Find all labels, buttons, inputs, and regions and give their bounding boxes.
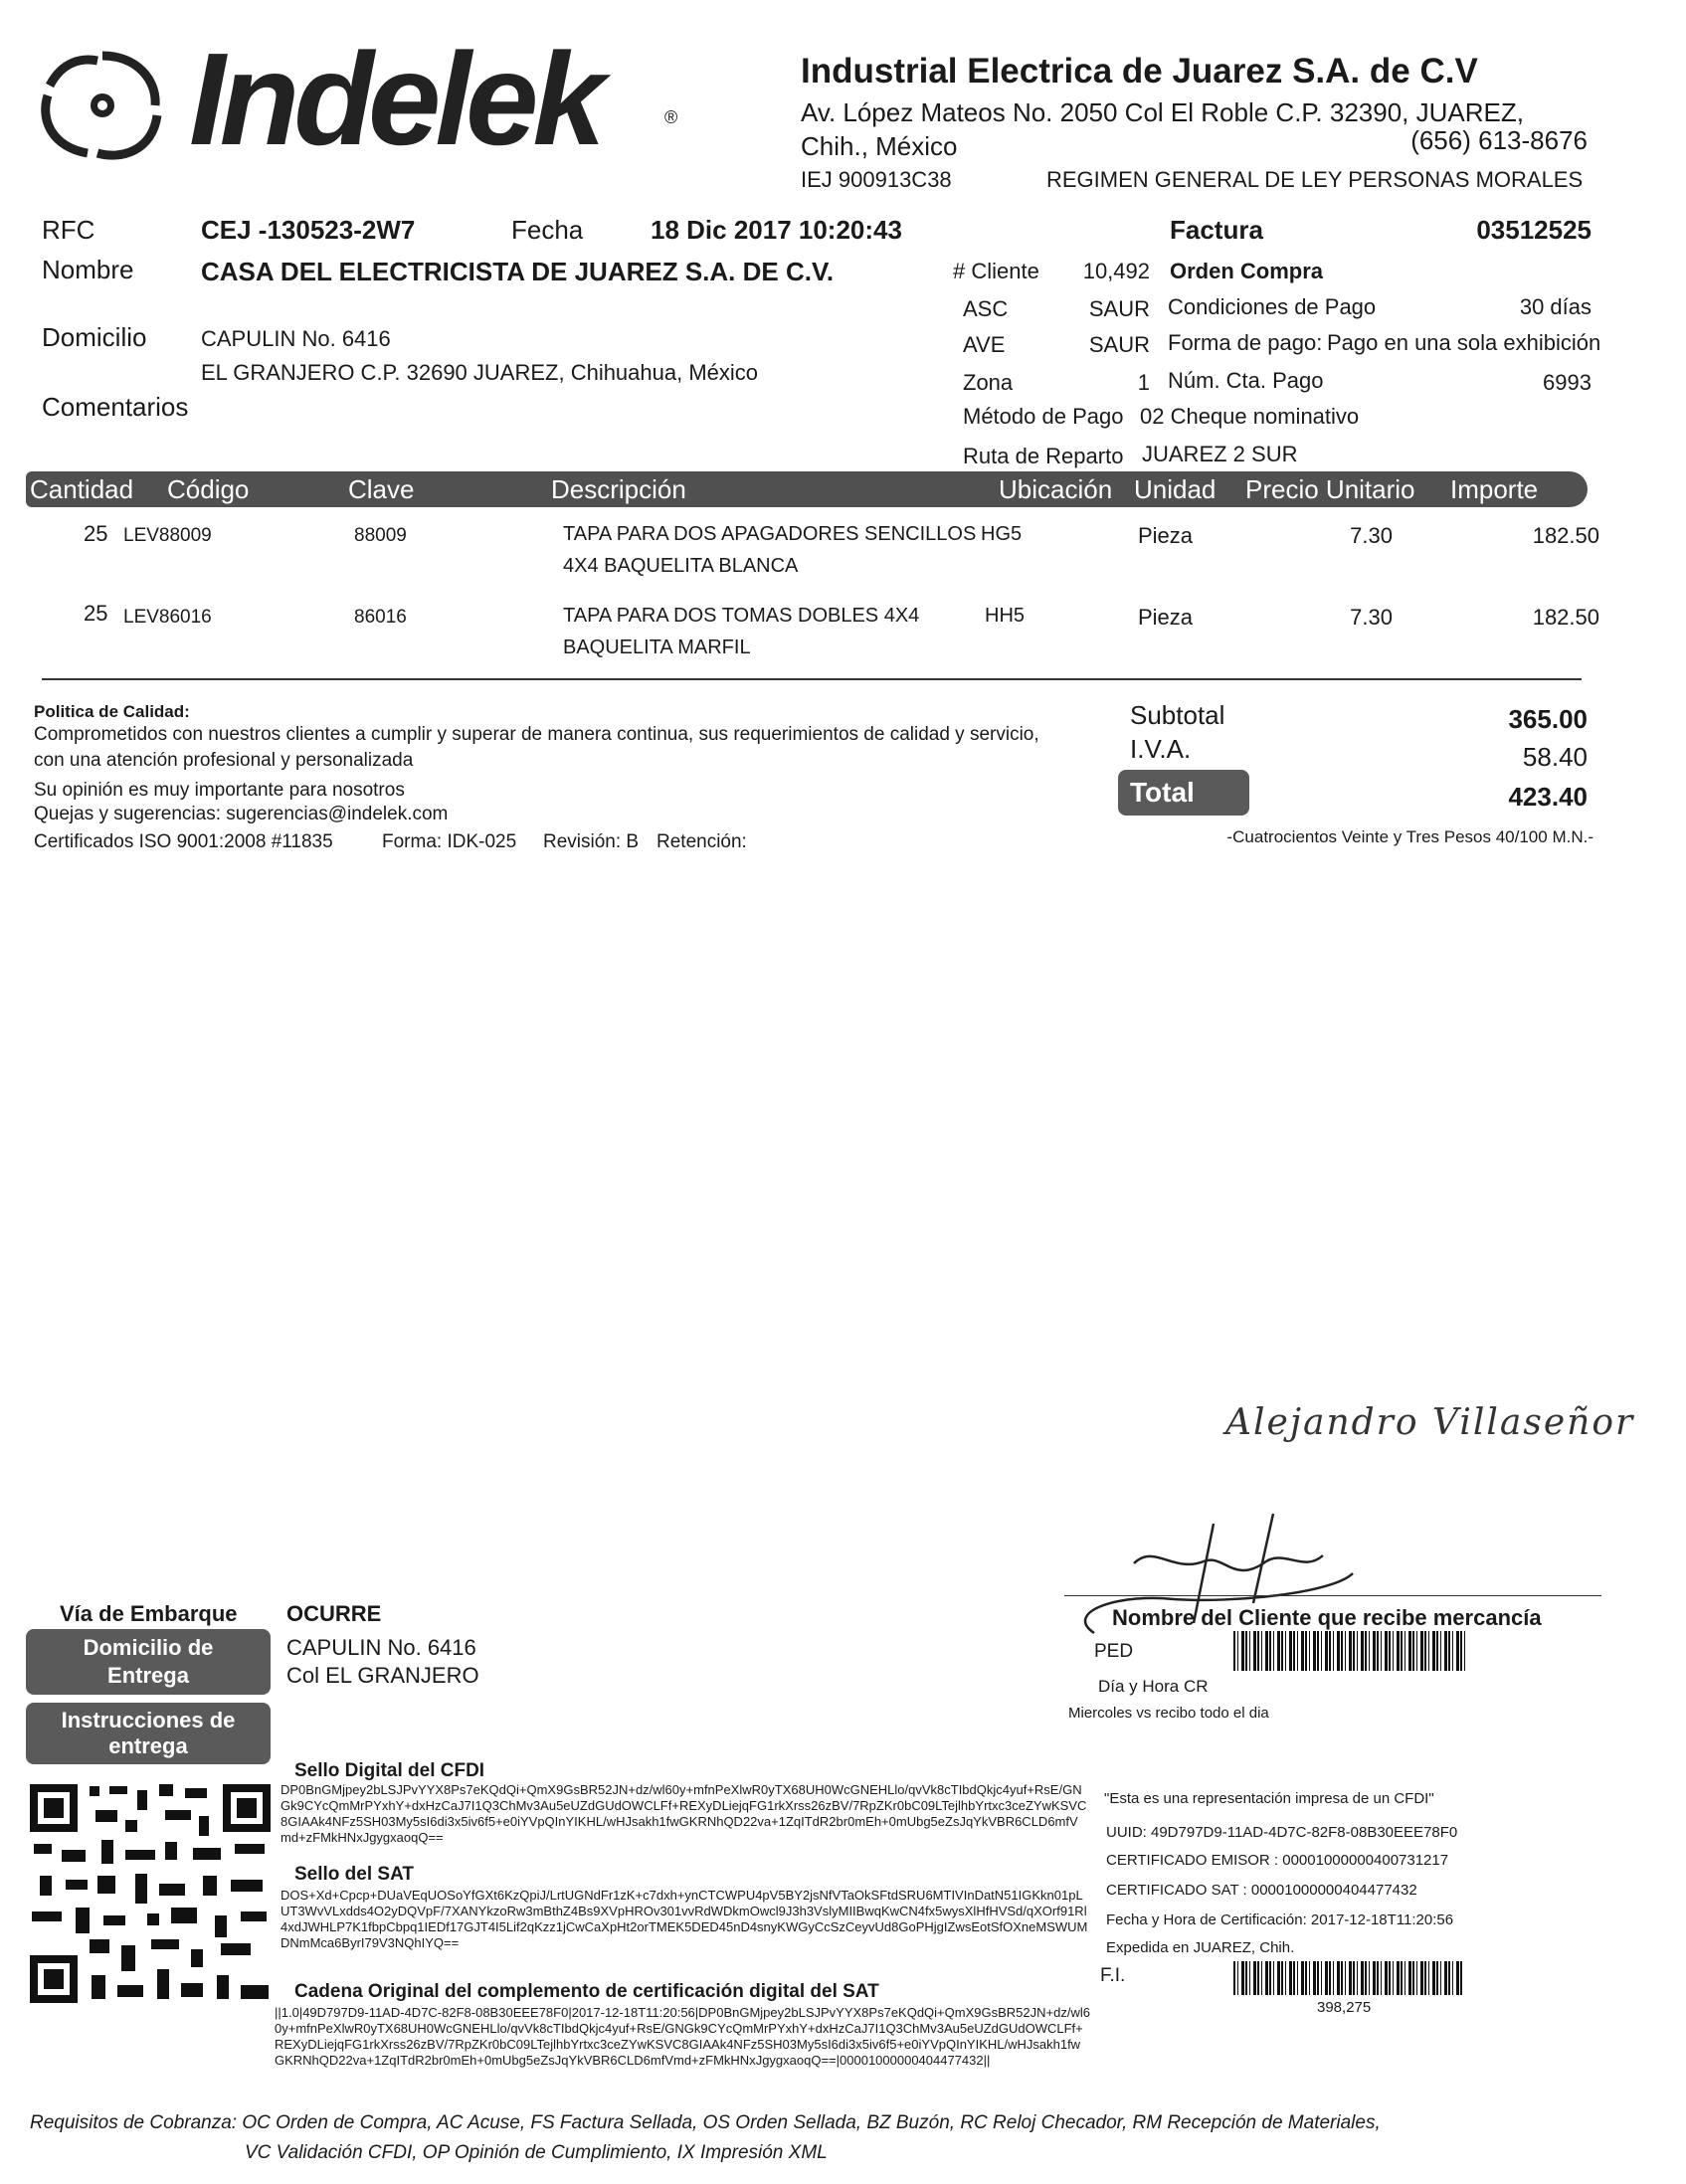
- policy-line3: Su opinión es muy importante para nosotros: [34, 780, 405, 801]
- row-ubicacion: HH5: [985, 605, 1026, 627]
- cliente-recibe-label: Nombre del Cliente que recibe mercancía: [1112, 1605, 1542, 1630]
- row-unidad: Pieza: [1138, 523, 1194, 548]
- cliente-label: # Cliente: [953, 259, 1039, 283]
- entrega-line1: CAPULIN No. 6416: [286, 1635, 476, 1660]
- col-clave: Clave: [348, 474, 415, 504]
- zona-label: Zona: [963, 370, 1014, 395]
- comentarios-label: Comentarios: [42, 392, 189, 422]
- footer-line1: Requisitos de Cobranza: OC Orden de Compra, AC Acuse, FS Factura Sellada, OS Orden Sellada, BZ Buzón, RC Reloj Checador, RM Recepción de Materiales,: [30, 2112, 1381, 2133]
- condiciones-label: Condiciones de Pago: [1168, 294, 1377, 319]
- swirl-logo-icon: [28, 36, 177, 165]
- company-regime: REGIMEN GENERAL DE LEY PERSONAS MORALES: [1046, 167, 1584, 192]
- row-codigo: LEV86016: [123, 607, 212, 628]
- sello-digital-text: DP0BnGMjpey2bLSJPvYYX8Ps7eKQdQi+QmX9GsBR52JN+dz/wl60y+mfnPeXlwR0yTX68UH0WcGNEHLlo/qvVk8cTIbdQkjc4yuf+RsE/GNGk9CYcQmMrPYxhY+dxHzCaJ7I1Q3ChMv3Au5eUZdGUdOWCLFf+REXyDLiejqFG1rkXrss26zBV/7RpZKr0bC09LTejlhbYrtxc3ceZYwKSVC8GIAAk4NFz5SH03My5sI6di3x5iv6f5+e0iYVpQInYIKHL/wHJsakh1fwGKRNhQD22va+1ZqITdR2br0mEh+0mUbg5eZsJqYkVBR6CLD6mfVmd+zFMkHNxJgygxaoqQ==: [281, 1782, 1087, 1845]
- orden-compra-label: Orden Compra: [1170, 259, 1324, 283]
- entrega-line2: Col EL GRANJERO: [286, 1663, 479, 1688]
- ave-value: SAUR: [1088, 332, 1150, 357]
- subtotal-value: 365.00: [1508, 704, 1588, 734]
- row-importe: 182.50: [1532, 605, 1599, 630]
- cuenta-pago-value: 6993: [1543, 370, 1592, 395]
- instrucciones-entrega-pill: Instrucciones de entrega: [26, 1703, 271, 1764]
- col-importe: Importe: [1450, 474, 1539, 504]
- footer-line2: VC Validación CFDI, OP Opinión de Cumplimiento, IX Impresión XML: [245, 2142, 828, 2163]
- company-name: Industrial Electrica de Juarez S.A. de C.V: [801, 52, 1478, 91]
- cadena-original-text: ||1.0|49D797D9-11AD-4D7C-82F8-08B30EEE78F0|2017-12-18T11:20:56|DP0BnGMjpey2bLSJPvYYX8Ps7eKQdQi+QmX9GsBR52JN+dz/wl60y+mfnPeXlwR0yTX68UH0WcGNEHLlo/qvVk8cTIbdQkjc4yuf+RsE/GNGk9CYcQmMrPYxhY+dxHzCaJ7I1Q3ChMv3Au5eUZdGUdOWCLFf+REXyDLiejqFG1rkXrss26zBV/7RpZKr0bC09LTejlhbYrtxc3ceZYwKSVC8GIAAk4NFz5SH03My5sI6di3x5iv6f5+e0iYVpQInYIKHL/wHJsakh1fwGKRNhQD22va+1ZqITdR2br0mEh+0mUbg5eZsJqYkVBR6CLD6mfVmd+zFMkHNxJgygxaoqQ==|00001000000404477432||: [275, 2005, 1090, 2068]
- asc-label: ASC: [963, 296, 1009, 321]
- via-embarque-value: OCURRE: [286, 1601, 382, 1626]
- domicilio-label: Domicilio: [42, 322, 147, 352]
- forma-pago-label: Forma de pago:: [1168, 330, 1323, 355]
- policy-forma: Forma: IDK-025: [382, 831, 517, 852]
- policy-revision: Revisión: B: [543, 831, 640, 852]
- row-desc2: BAQUELITA MARFIL: [563, 637, 751, 658]
- fi-label: F.I.: [1100, 1965, 1126, 1986]
- row-precio: 7.30: [1350, 605, 1393, 630]
- sello-digital-label: Sello Digital del CFDI: [294, 1760, 485, 1781]
- fi-barcode-icon: [1233, 1961, 1462, 1995]
- fecha-label: Fecha: [511, 215, 584, 245]
- forma-pago-value: Pago en una sola exhibición: [1327, 330, 1601, 355]
- cfdi-cert-sat: CERTIFICADO SAT : 00001000000404477432: [1106, 1882, 1417, 1899]
- row-precio: 7.30: [1350, 523, 1393, 548]
- row-cantidad: 25: [84, 521, 108, 546]
- row-codigo: LEV88009: [123, 525, 212, 546]
- row-desc1: TAPA PARA DOS TOMAS DOBLES 4X4: [563, 605, 920, 627]
- row-cantidad: 25: [84, 601, 108, 626]
- policy-iso: Certificados ISO 9001:2008 #11835: [34, 831, 333, 852]
- cliente-value: 10,492: [1082, 259, 1150, 283]
- asc-value: SAUR: [1088, 296, 1150, 321]
- domicilio-entrega-pill: Domicilio de Entrega: [26, 1629, 271, 1695]
- total-label: Total: [1118, 770, 1249, 816]
- total-in-words: -Cuatrocientos Veinte y Tres Pesos 40/100 M.N.-: [1226, 827, 1593, 846]
- handwritten-name: Alejandro Villaseñor: [1225, 1402, 1635, 1443]
- items-table-header: [26, 471, 1588, 507]
- condiciones-value: 30 días: [1519, 294, 1592, 319]
- company-phone: (656) 613-8676: [1410, 125, 1588, 155]
- ruta-reparto-label: Ruta de Reparto: [963, 444, 1124, 468]
- factura-number: 03512525: [1476, 215, 1592, 245]
- nombre-label: Nombre: [42, 255, 134, 284]
- col-unidad: Unidad: [1134, 474, 1217, 504]
- row-desc1: TAPA PARA DOS APAGADORES SENCILLOS: [563, 523, 977, 545]
- row-ubicacion: HG5: [981, 523, 1023, 545]
- policy-line4: Quejas y sugerencias: sugerencias@indelek.com: [34, 804, 449, 824]
- ped-label: PED: [1094, 1641, 1134, 1662]
- cfdi-cert-emisor: CERTIFICADO EMISOR : 00001000000400731217: [1106, 1852, 1449, 1869]
- ruta-reparto-value: JUAREZ 2 SUR: [1142, 442, 1298, 466]
- via-embarque-label: Vía de Embarque: [60, 1601, 238, 1626]
- cuenta-pago-label: Núm. Cta. Pago: [1168, 368, 1324, 393]
- sello-sat-text: DOS+Xd+Cpcp+DUaVEqUOSoYfGXt6KzQpiJ/LrtUGNdFr1zK+c7dxh+ynCTCWPU4pV5BY2jsNfVTaOkSFtdSRU6MTIVInDatN51IGKkn01pLUT3WvVLxdds4O2yDQVpF/7XANYkzoRw3mBthZ4Bs9XVpHROv301vvRdWDkmOwcl9J3h3VslyMIIBwqKwCN4fx5wysXlHfHVSd/qXOrf91Rl4xdJWHLP7K1fbpCbpq1IEDf17GJT4I5Lif2qKzz1jCwCaXpHt2orTMEK5DED45nD4snyKWGyCcSzCeyvUd8GoPHjgIZwsEotSfOXneMSWUMDNmMca6ByrI79V3NQhIYQ==: [281, 1888, 1088, 1950]
- company-rfc: IEJ 900913C38: [801, 167, 952, 192]
- barcode-icon: [1233, 1631, 1468, 1671]
- cfdi-fecha-cert: Fecha y Hora de Certificación: 2017-12-18T11:20:56: [1106, 1911, 1454, 1928]
- fecha-value: 18 Dic 2017 10:20:43: [651, 215, 902, 245]
- row-desc2: 4X4 BAQUELITA BLANCA: [563, 555, 799, 577]
- subtotal-label: Subtotal: [1130, 700, 1225, 730]
- row-clave: 88009: [354, 525, 407, 546]
- sello-sat-label: Sello del SAT: [294, 1864, 415, 1885]
- cfdi-expedida: Expedida en JUAREZ, Chih.: [1106, 1939, 1295, 1956]
- row-importe: 182.50: [1532, 523, 1599, 548]
- dia-hora-note: Miercoles vs recibo todo el dia: [1068, 1705, 1269, 1722]
- domicilio-line1: CAPULIN No. 6416: [201, 326, 391, 351]
- row-clave: 86016: [354, 607, 407, 628]
- table-bottom-divider: [42, 678, 1582, 680]
- company-address-line2: Chih., México: [801, 131, 958, 161]
- col-descripcion: Descripción: [551, 474, 686, 504]
- cadena-original-label: Cadena Original del complemento de certificación digital del SAT: [294, 1981, 879, 2002]
- rfc-label: RFC: [42, 215, 95, 245]
- col-ubicacion: Ubicación: [999, 474, 1113, 504]
- company-address-line1: Av. López Mateos No. 2050 Col El Roble C.P. 32390, JUAREZ,: [801, 97, 1524, 127]
- nombre-value: CASA DEL ELECTRICISTA DE JUAREZ S.A. DE C.V.: [201, 257, 835, 286]
- rfc-value: CEJ -130523-2W7: [201, 215, 416, 245]
- col-cantidad: Cantidad: [30, 474, 134, 504]
- row-unidad: Pieza: [1138, 605, 1194, 630]
- zona-value: 1: [1137, 370, 1150, 395]
- fi-number: 398,275: [1317, 1999, 1372, 2016]
- dia-hora-label: Día y Hora CR: [1098, 1677, 1209, 1696]
- col-precio: Precio Unitario: [1245, 474, 1415, 504]
- iva-value: 58.40: [1522, 742, 1588, 772]
- policy-line2: con una atención profesional y personalizada: [34, 750, 414, 771]
- cfdi-representacion: "Esta es una representación impresa de un CFDI": [1104, 1790, 1434, 1807]
- metodo-pago-value: 02 Cheque nominativo: [1140, 404, 1360, 429]
- signature-line: [1064, 1595, 1601, 1596]
- total-value: 423.40: [1508, 782, 1588, 812]
- policy-line1: Comprometidos con nuestros clientes a cumplir y superar de manera continua, sus requerimientos de calidad y servicio,: [34, 724, 1039, 745]
- registered-mark: ®: [664, 107, 678, 127]
- policy-retencion: Retención:: [656, 831, 747, 852]
- cfdi-uuid: UUID: 49D797D9-11AD-4D7C-82F8-08B30EEE78F0: [1106, 1824, 1458, 1841]
- ave-label: AVE: [963, 332, 1006, 357]
- logo-wordmark: Indelek: [189, 26, 600, 172]
- col-codigo: Código: [167, 474, 250, 504]
- iva-label: I.V.A.: [1130, 734, 1192, 764]
- factura-label: Factura: [1170, 215, 1263, 245]
- domicilio-line2: EL GRANJERO C.P. 32690 JUAREZ, Chihuahua, México: [201, 360, 759, 385]
- policy-title: Politica de Calidad:: [34, 702, 190, 721]
- qr-code-icon: [26, 1780, 275, 2007]
- metodo-pago-label: Método de Pago: [963, 404, 1124, 429]
